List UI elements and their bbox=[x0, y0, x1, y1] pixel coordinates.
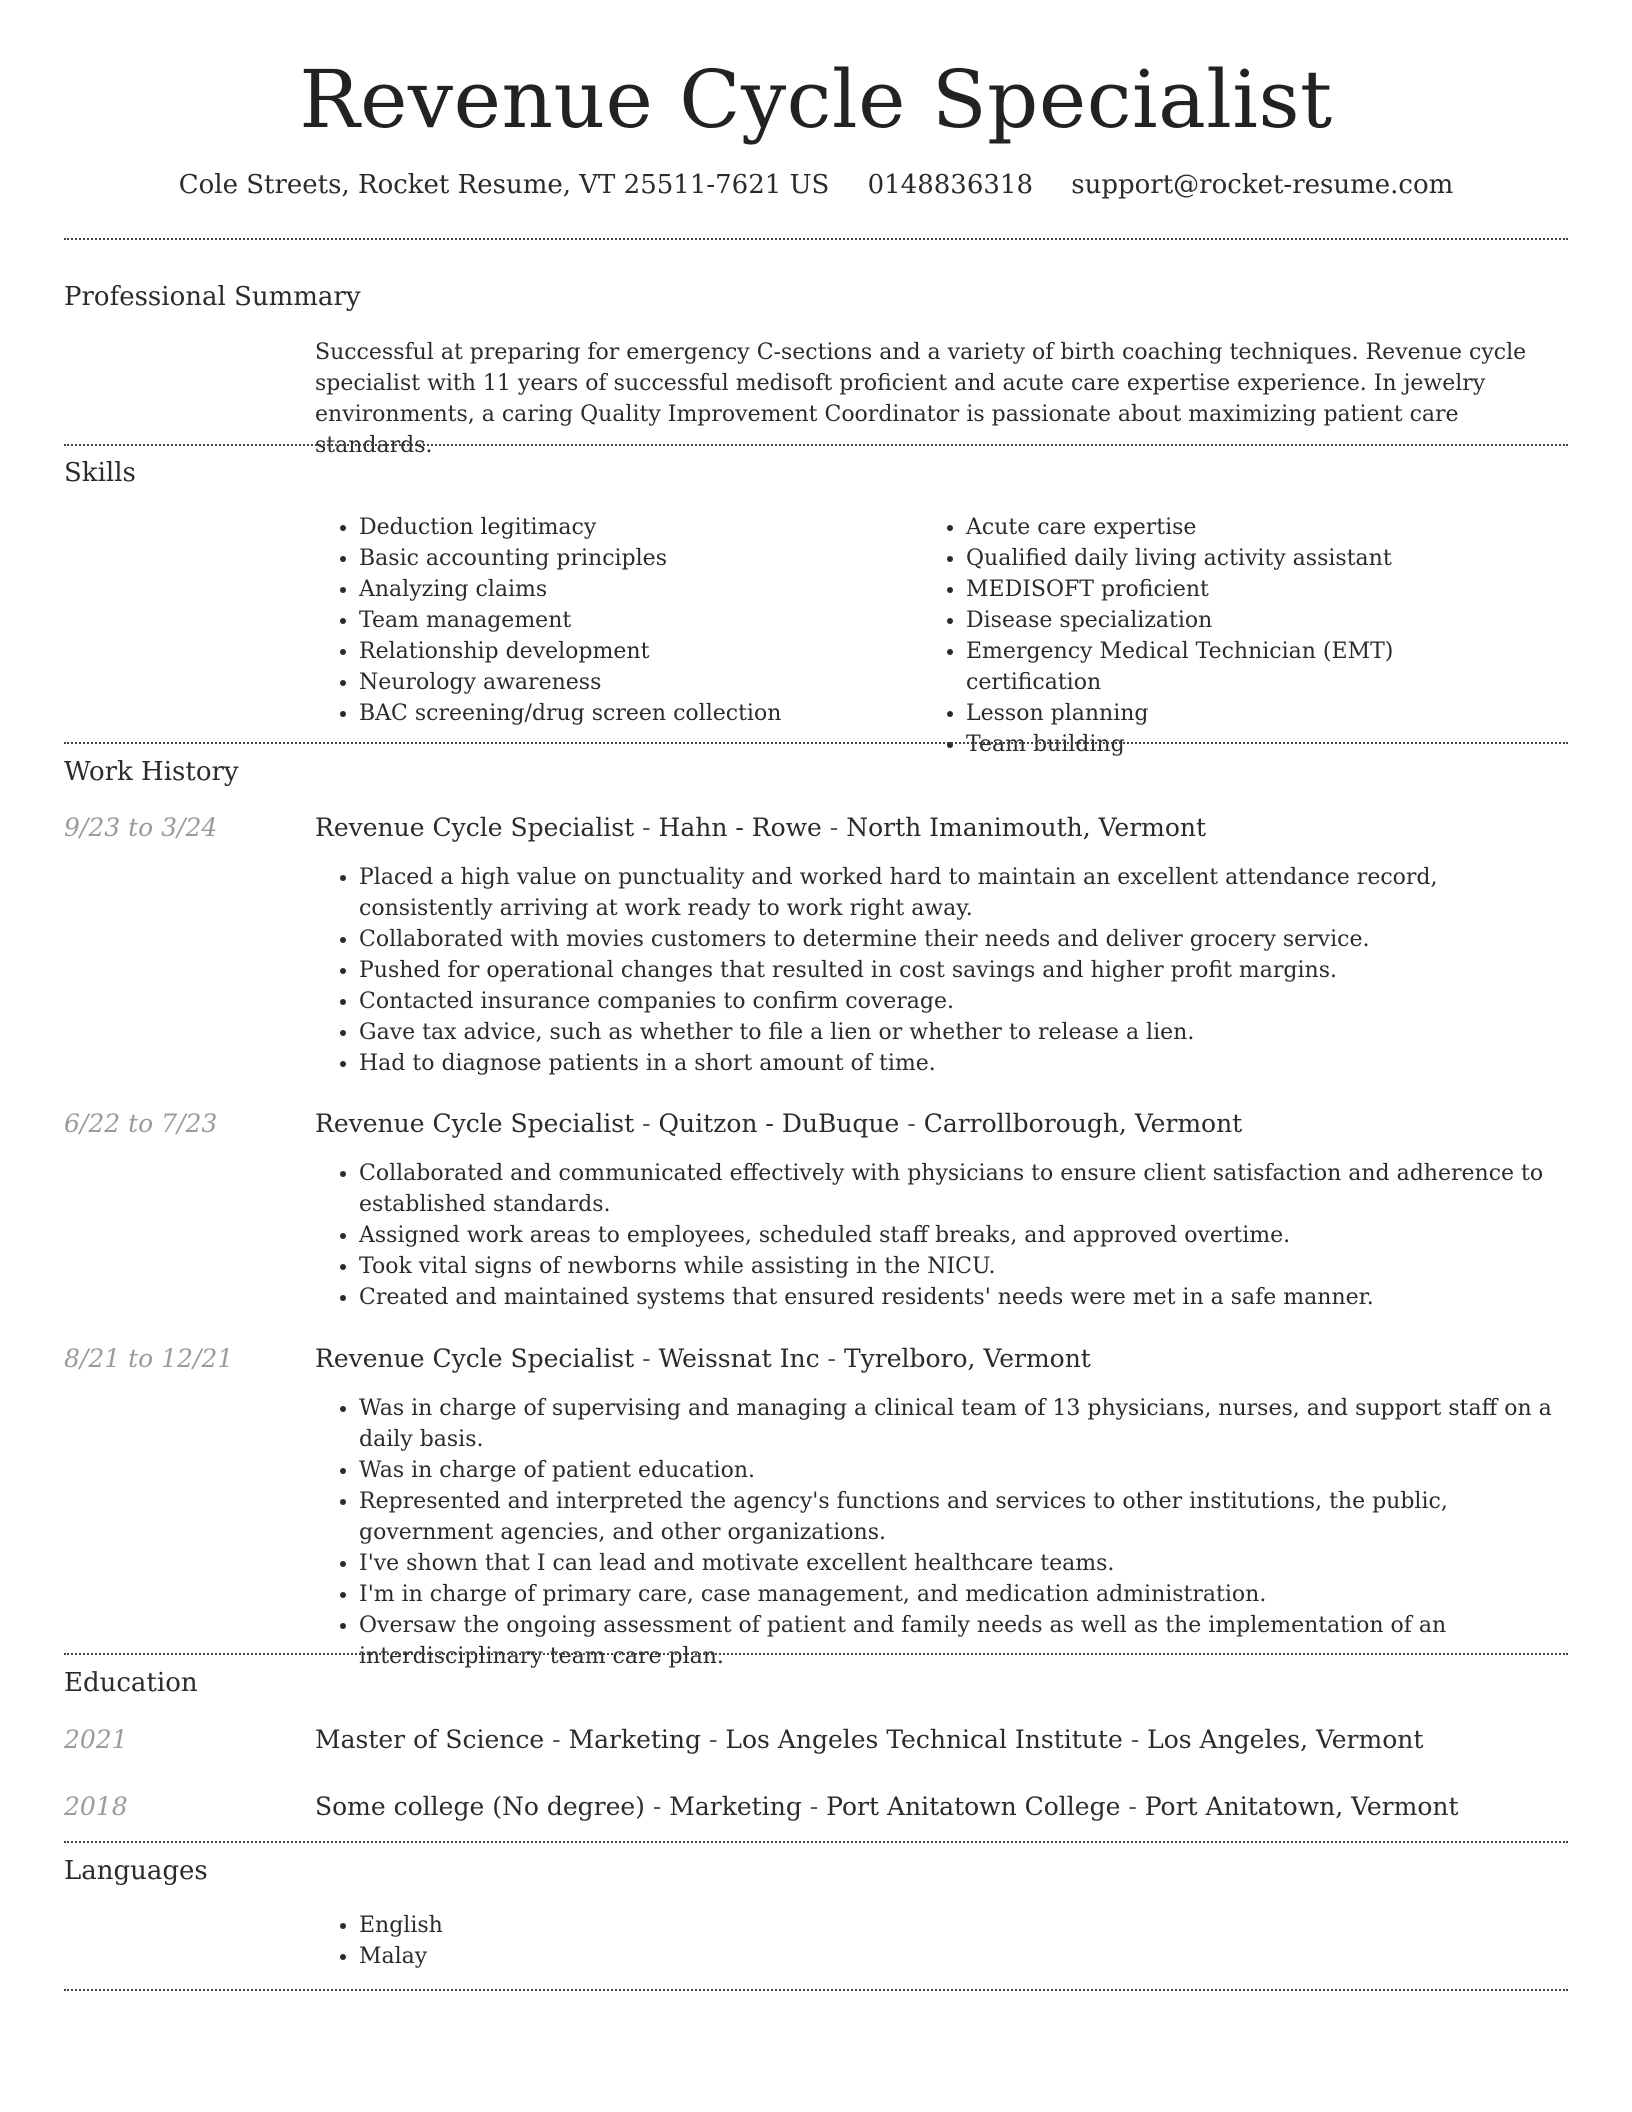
job-bullet: • I've shown that I can lead and motivate excellent healthcare teams. bbox=[359, 1548, 1565, 1579]
skill-item: • Acute care expertise bbox=[966, 512, 1522, 543]
skill-item: • Neurology awareness bbox=[359, 667, 915, 698]
candidate-name: Revenue Cycle Specialist bbox=[299, 53, 1333, 146]
job-bullet: • Had to diagnose patients in a short amount of time. bbox=[359, 1048, 1565, 1079]
job-bullet: • Collaborated with movies customers to determine their needs and deliver grocery service. bbox=[359, 924, 1565, 955]
summary-text: Successful at preparing for emergency C-sections and a variety of birth coaching techniques. Revenue cycle specialist with 11 years of successful medisoft proficient and acute care expertise experience. In jewelry environments, a caring Quality Improvement Coordinator is passionate about maximizing patient care standards. bbox=[315, 340, 1527, 458]
skill-item: • Team management bbox=[359, 605, 915, 636]
job-company: Hahn - Rowe bbox=[658, 813, 822, 842]
job-bullet: • Contacted insurance companies to confirm coverage. bbox=[359, 986, 1565, 1017]
education-heading: Master of Science - Marketing - Los Angeles Technical Institute - Los Angeles, Vermont bbox=[315, 1725, 1424, 1754]
skill-item: • Lesson planning bbox=[966, 698, 1522, 729]
skill-item: • Basic accounting principles bbox=[359, 543, 915, 574]
job-dates: 9/23 to 3/24 bbox=[64, 813, 218, 842]
job-role: Revenue Cycle Specialist bbox=[315, 813, 635, 842]
skill-item: • Disease specialization bbox=[966, 605, 1522, 636]
job-bullets bbox=[315, 1393, 1565, 1672]
skill-item: • Qualified daily living activity assistant bbox=[966, 543, 1522, 574]
job-location: North Imanimouth, Vermont bbox=[846, 813, 1207, 842]
job-bullet: • Took vital signs of newborns while assisting in the NICU. bbox=[359, 1251, 1565, 1282]
divider bbox=[64, 742, 1568, 744]
skill-item: • Relationship development bbox=[359, 636, 915, 667]
job-bullet: • Oversaw the ongoing assessment of patient and family needs as well as the implementation of an interdisciplinary team care plan. bbox=[359, 1610, 1565, 1672]
education-degree: Some college (No degree) bbox=[315, 1792, 645, 1821]
education-heading: Some college (No degree) - Marketing - Port Anitatown College - Port Anitatown, Vermont bbox=[315, 1792, 1459, 1821]
divider bbox=[64, 1989, 1568, 1991]
job-company: Quitzon - DuBuque bbox=[658, 1109, 900, 1138]
skills-column-left bbox=[315, 512, 915, 729]
skill-item: • Deduction legitimacy bbox=[359, 512, 915, 543]
skill-item: • Emergency Medical Technician (EMT) certification bbox=[966, 636, 1522, 698]
skill-item: • MEDISOFT proficient bbox=[966, 574, 1522, 605]
education-location: Los Angeles, Vermont bbox=[1147, 1725, 1424, 1754]
divider bbox=[64, 1841, 1568, 1843]
education-school: Port Anitatown College bbox=[826, 1792, 1121, 1821]
job-dates: 6/22 to 7/23 bbox=[64, 1109, 218, 1138]
job-company: Weissnat Inc bbox=[658, 1344, 820, 1373]
section-title-summary: Professional Summary bbox=[64, 282, 361, 312]
education-school: Los Angeles Technical Institute bbox=[725, 1725, 1123, 1754]
job-role: Revenue Cycle Specialist bbox=[315, 1109, 635, 1138]
divider bbox=[64, 1653, 1568, 1655]
resume-header bbox=[0, 0, 1632, 202]
language-item: • Malay bbox=[359, 1941, 1565, 1972]
job-bullet: • Was in charge of patient education. bbox=[359, 1455, 1565, 1486]
job-dates: 8/21 to 12/21 bbox=[64, 1344, 234, 1373]
contact-phone: 0148836318 bbox=[867, 170, 1033, 200]
skills-column-right bbox=[922, 512, 1522, 760]
education-field: Marketing bbox=[669, 1792, 802, 1821]
education-field: Marketing bbox=[568, 1725, 702, 1754]
languages-list bbox=[315, 1910, 1565, 1972]
skill-item: • BAC screening/drug screen collection bbox=[359, 698, 915, 729]
contact-line bbox=[0, 168, 1632, 202]
skill-item: • Team building bbox=[966, 729, 1522, 760]
job-bullet: • Was in charge of supervising and managing a clinical team of 13 physicians, nurses, and support staff on a daily basis. bbox=[359, 1393, 1565, 1455]
job-heading: Revenue Cycle Specialist - Quitzon - DuBuque - Carrollborough, Vermont bbox=[315, 1109, 1243, 1138]
job-bullet: • I'm in charge of primary care, case management, and medication administration. bbox=[359, 1579, 1565, 1610]
contact-email[interactable]: support@rocket-resume.com bbox=[1071, 170, 1454, 200]
job-location: Tyrelboro, Vermont bbox=[843, 1344, 1091, 1373]
job-role: Revenue Cycle Specialist bbox=[315, 1344, 635, 1373]
skill-item: • Analyzing claims bbox=[359, 574, 915, 605]
section-title-languages: Languages bbox=[64, 1856, 208, 1886]
education-year: 2021 bbox=[64, 1725, 128, 1754]
job-heading: Revenue Cycle Specialist - Hahn - Rowe - North Imanimouth, Vermont bbox=[315, 813, 1207, 842]
contact-address: Cole Streets, Rocket Resume, VT 25511-7621 US bbox=[178, 170, 830, 200]
education-location: Port Anitatown, Vermont bbox=[1144, 1792, 1459, 1821]
education-year: 2018 bbox=[64, 1792, 128, 1821]
job-bullet: • Gave tax advice, such as whether to file a lien or whether to release a lien. bbox=[359, 1017, 1565, 1048]
section-title-work: Work History bbox=[64, 757, 239, 787]
job-heading: Revenue Cycle Specialist - Weissnat Inc - Tyrelboro, Vermont bbox=[315, 1344, 1091, 1373]
divider bbox=[64, 238, 1568, 240]
job-bullets bbox=[315, 862, 1565, 1079]
job-bullet: • Placed a high value on punctuality and worked hard to maintain an excellent attendance record, consistently arriving at work ready to work right away. bbox=[359, 862, 1565, 924]
language-item: • English bbox=[359, 1910, 1565, 1941]
job-bullet: • Pushed for operational changes that resulted in cost savings and higher profit margins. bbox=[359, 955, 1565, 986]
education-degree: Master of Science bbox=[315, 1725, 545, 1754]
section-title-education: Education bbox=[64, 1668, 198, 1698]
job-bullet: • Collaborated and communicated effectively with physicians to ensure client satisfaction and adherence to established standards. bbox=[359, 1158, 1565, 1220]
section-title-skills: Skills bbox=[64, 458, 136, 488]
job-bullets bbox=[315, 1158, 1565, 1313]
job-location: Carrollborough, Vermont bbox=[923, 1109, 1243, 1138]
job-bullet: • Assigned work areas to employees, scheduled staff breaks, and approved overtime. bbox=[359, 1220, 1565, 1251]
job-bullet: • Created and maintained systems that ensured residents' needs were met in a safe manner. bbox=[359, 1282, 1565, 1313]
job-bullet: • Represented and interpreted the agency's functions and services to other institutions, the public, government agencies, and other organizations. bbox=[359, 1486, 1565, 1548]
divider bbox=[64, 444, 1568, 446]
